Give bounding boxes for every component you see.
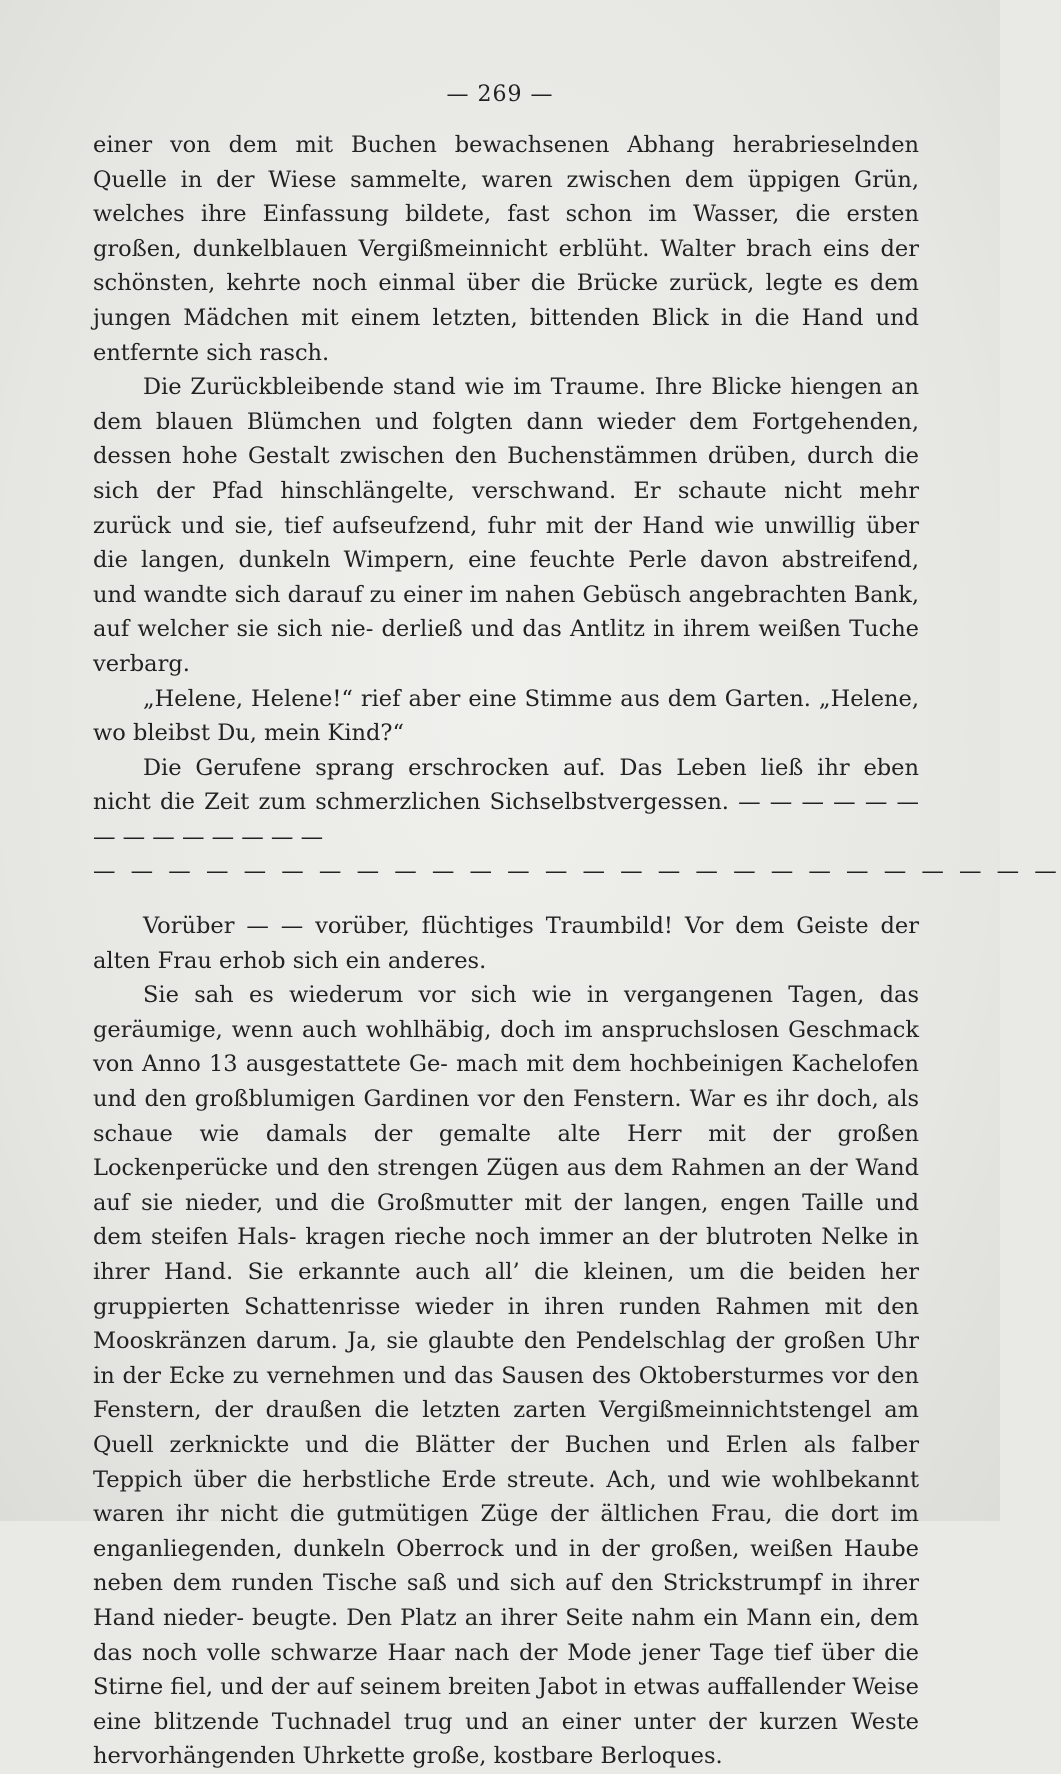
paragraph: Die Zurückbleibende stand wie im Traume. Ihre Blicke hiengen an dem blauen Blümchen und folgten dann wieder dem Fortgehenden, dessen hohe Gestalt zwischen den Buchenstämmen drüben, durch die sich der Pfad hinschlängelte, verschwand. Er schaute nicht mehr zurück und sie, tief aufseufzend, fuhr mit der Hand wie unwillig über die langen, dunkeln Wimpern, eine feuchte Perle davon abstreifend, und wandte sich darauf zu einer im nahen Gebüsch angebrachten Bank, auf welcher sie sich nie- derließ und das Antlitz in ihrem weißen Tuche verbarg. xyxy=(93,374,919,677)
page-number: — 269 — xyxy=(446,82,554,107)
paragraph: Die Gerufene sprang erschrocken auf. Das Leben ließ ihr eben nicht die Zeit zum schmerzlichen Sichselbstvergessen. — — — — — — — — — — — — — — xyxy=(93,754,919,850)
paragraph: Vorüber — — vorüber, flüchtiges Traumbild! Vor dem Geiste der alten Frau erhob sich ein anderes. xyxy=(93,913,919,974)
paragraph-dialogue: „Helene, Helene!“ rief aber eine Stimme aus dem Garten. „Helene, wo bleibst Du, mein Kind?“ xyxy=(93,685,919,747)
paragraph-continuation: einer von dem mit Buchen bewachsenen Abhang herabrieselnden Quelle in der Wiese sammelte, waren zwischen dem üppigen Grün, welches ihre Einfassung bildete, fast schon im Wasser, die ersten großen, dunkelblauen Vergißmeinnicht erblüht. Walter brach eins der schönsten, kehrte noch einmal über die Brücke zurück, legte es dem jungen Mädchen mit einem letzten, bittenden Blick in die Hand und entfernte sich rasch. xyxy=(93,132,919,366)
paragraph: Sie sah es wiederum vor sich wie in vergangenen Tagen, das geräumige, wenn auch wohlhäbig, doch im anspruchslosen Geschmack von Anno 13 ausgestattete Ge- mach mit dem hochbeinigen Kachelofen und den großblumigen Gardinen vor den Fenstern. War es ihr doch, als schaue wie damals der gemalte alte Herr mit der großen Lockenperücke und den strengen Zügen aus dem Rahmen an der Wand auf sie nieder, und die Großmutter mit der langen, engen Taille und dem steifen Hals- kragen rieche noch immer an der blutroten Nelke in ihrer Hand. Sie erkannte auch all’ die kleinen, um die beiden her gruppierten Schattenrisse wieder in ihren runden Rahmen mit den Mooskränzen darum. Ja, sie glaubte den Pendelschlag der großen Uhr in der Ecke zu vernehmen und das Sausen des Oktobersturmes vor den Fenstern, der draußen die letzten zarten Vergißmeinnichtstengel am Quell zerknickte und die Blätter der Buchen und Erlen als falber Teppich über die herbstliche Erde streute. Ach, und wie wohlbekannt waren ihr nicht die gutmütigen Züge der ältlichen Frau, die dort im enganliegenden, dunkeln Oberrock und in der großen, weißen Haube neben dem runden Tische saß und sich auf den Strickstrumpf in ihrer Hand nieder- beugte. Den Platz an ihrer Seite nahm ein Mann ein, dem das noch volle schwarze Haar nach der Mode jener Tage tief über die Stirne fiel, und der auf seinem breiten Jabot in etwas auffallender Weise eine blitzende Tuchnadel trug und an einer unter der kurzen Weste hervorhängenden Uhrkette große, kostbare Berloques. xyxy=(93,982,919,1770)
body-text xyxy=(93,128,1061,1774)
section-break xyxy=(93,889,919,909)
dash-rule: — — — — — — — — — — — — — — — — — — — — — — — — — — xyxy=(93,858,1061,885)
